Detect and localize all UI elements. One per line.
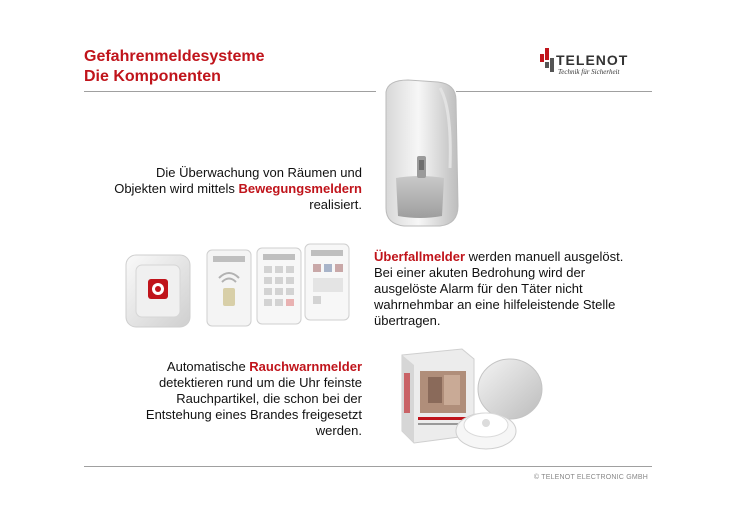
page-title-line1: Gefahrenmeldesysteme [84,48,265,65]
smoke-line1-pre: Automatische [166,359,250,374]
panic-button-image [124,253,192,329]
smoke-line5: werden. [315,423,362,438]
footer-rule [84,466,652,467]
motion-line2-pre: Objekten wird mittels [114,181,239,196]
motion-highlight: Bewegungsmeldern [238,181,362,196]
keypad-image [205,240,353,330]
motion-text [62,165,362,213]
panic-highlight: Überfallmelder [374,249,466,264]
smoke-highlight: Rauchwarnmelder [249,359,362,374]
panic-line5: übertragen. [374,313,441,328]
smoke-line4: Entstehung eines Brandes freigesetzt [145,407,362,422]
panic-line1 [374,249,674,265]
header-rule-right [456,91,652,92]
motion-line2 [62,181,362,197]
panic-text [374,249,674,329]
smoke-text [62,359,362,439]
page-title-line2: Die Komponenten [84,68,221,85]
smoke-line3: Rauchpartikel, die schon bei der [176,391,362,406]
panic-line3: ausgelöste Alarm für den Täter nicht [374,281,583,296]
smoke-line1 [62,359,362,375]
motion-line1: Die Überwachung von Räumen und [156,165,362,180]
footer-copyright: © TELENOT ELECTRONIC GMBH [533,474,648,481]
smoke-line2: detektieren rund um die Uhr feinste [158,375,362,390]
motion-detector-image [378,78,464,230]
header-rule-left [84,91,376,92]
logo-tagline: Technik für Sicherheit [558,68,620,76]
smoke-detector-box-image [398,345,546,455]
motion-line3: realisiert. [309,197,362,212]
panic-line2: Bei einer akuten Bedrohung wird der [374,265,586,280]
logo-name: TELENOT [556,52,629,68]
panic-line4: wahrnehmbar an eine hilfeleistende Stelle [374,297,616,312]
panic-line1-rest: werden manuell ausgelöst. [465,249,624,264]
telenot-logo-icon [540,48,556,76]
